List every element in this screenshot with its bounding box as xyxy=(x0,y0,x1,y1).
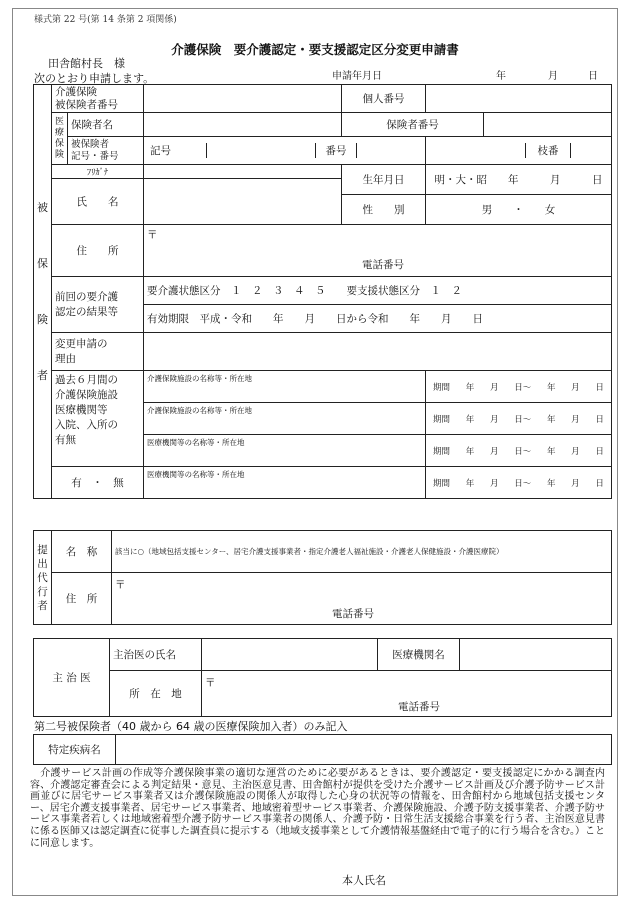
birthdate-field[interactable]: 明・大・昭 年 月 日 xyxy=(426,165,612,195)
branch-row[interactable]: 枝番 xyxy=(426,137,612,165)
facility-period-1[interactable]: 期間 年 月 日～ 年 月 日 xyxy=(426,371,612,403)
agent-address-field[interactable]: 〒 電話番号 xyxy=(112,573,612,625)
signature-label: 本人氏名 xyxy=(342,874,386,887)
page-title: 介護保険 要介護認定・要支援認定区分変更申請書 xyxy=(171,42,459,57)
application-date-label: 申請年月日 xyxy=(332,71,382,82)
date-unit-day: 日 xyxy=(588,71,598,82)
date-unit-year: 年 xyxy=(496,71,506,82)
date-unit-month: 月 xyxy=(548,71,558,82)
change-reason-field[interactable] xyxy=(144,333,612,371)
name-field[interactable] xyxy=(144,179,342,225)
name-label: 氏 名 xyxy=(52,179,144,225)
secondary-note: 第二号被保険者（40 歳から 64 歳の医療保険加入者）のみ記入 xyxy=(34,720,348,733)
agent-name-field[interactable]: 該当に○（地域包括支援センター、居宅介護支援事業者・指定介護老人福祉施設・介護老人保健施設・介護医療院） xyxy=(112,531,612,573)
symbol-number-row[interactable]: 記号 番号 xyxy=(144,137,426,165)
insurer-name-field[interactable] xyxy=(144,113,342,137)
insurer-number-label: 保険者番号 xyxy=(342,113,484,137)
validity-field[interactable]: 有効期限 平成・令和 年 月 日から令和 年 月 日 xyxy=(144,305,612,333)
agent-side-label: 提 出 代 行 者 xyxy=(34,531,52,625)
insurer-name-label: 保険者名 xyxy=(68,113,144,137)
furigana-field[interactable] xyxy=(144,165,342,179)
disease-field[interactable] xyxy=(116,735,612,765)
change-reason-label: 変更申請の 理由 xyxy=(52,333,144,371)
furigana-label: ﾌﾘｶﾞﾅ xyxy=(52,165,144,179)
institution-field[interactable] xyxy=(460,639,612,671)
birthdate-label: 生年月日 xyxy=(342,165,426,195)
doctor-name-label: 主治医の氏名 xyxy=(110,639,202,671)
addressee: 田舎館村長 様 xyxy=(48,57,125,70)
disease-label: 特定疾病名 xyxy=(34,735,116,765)
address-label: 住 所 xyxy=(52,225,144,277)
gender-label: 性 別 xyxy=(342,195,426,225)
agent-address-label: 住 所 xyxy=(52,573,112,625)
doctor-location-label: 所 在 地 xyxy=(110,671,202,717)
intro-text: 次のとおり申請します。 xyxy=(34,72,155,85)
form-number: 様式第 22 号(第 14 条第 2 項関係) xyxy=(34,15,177,25)
gender-field[interactable]: 男 ・ 女 xyxy=(426,195,612,225)
presence-label[interactable]: 有 ・ 無 xyxy=(52,467,144,499)
facility-label: 過去６月間の 介護保険施設 医療機関等 入院、入所の 有無 xyxy=(52,371,144,467)
insured-number-boxes[interactable] xyxy=(144,85,342,113)
agent-name-label: 名 称 xyxy=(52,531,112,573)
consent-text: 介護サービス計画の作成等介護保険事業の適切な運営のために必要があるときは、要介護認定・要支援認定にかかる調査内容、介護認定審査会による判定結果・意見、主治医意見書、田舎館村が提供を受けた介護サービス計画及び介護予防サービス計画並びに居宅サービス事業者又は介護保険施設の関係人が取得した心身の状況等の情報を、田舎館村から地域包括支援センター、居宅介護支援事業者、居宅サービス事業者、地域密着型サービス事業者、介護保険施設、介護予防支援事業者、介護予防サービス事業者若しくは地域密着型介護予防サービス事業者の関係人、介護予防・日常生活支援総合事業を行う者、主治医意見書に係る医師又は認定調査に従事した調査員に提示する（地域支援事業として介護情報基盤経由で電子的に行う場合を含む。）ことに同意します。 xyxy=(30,768,605,849)
facility-name-4[interactable]: 医療機関等の名称等・所在地 xyxy=(144,467,426,499)
facility-name-2[interactable]: 介護保険施設の名称等・所在地 xyxy=(144,403,426,435)
doctor-location-field[interactable]: 〒 電話番号 xyxy=(202,671,612,717)
personal-number-label: 個人番号 xyxy=(342,85,426,113)
doctor-label: 主 治 医 xyxy=(34,639,110,717)
insurer-number-field[interactable] xyxy=(484,113,612,137)
institution-label: 医療機関名 xyxy=(378,639,460,671)
medical-insurance-label: 医 療 保 険 xyxy=(52,113,68,165)
doctor-table xyxy=(33,638,612,717)
facility-period-2[interactable]: 期間 年 月 日～ 年 月 日 xyxy=(426,403,612,435)
facility-period-3[interactable]: 期間 年 月 日～ 年 月 日 xyxy=(426,435,612,467)
care-level-field[interactable]: 要介護状態区分 １ ２ ３ ４ ５ 要支援状態区分 １ ２ xyxy=(144,277,612,305)
facility-period-4[interactable]: 期間 年 月 日～ 年 月 日 xyxy=(426,467,612,499)
address-field[interactable]: 〒 電話番号 xyxy=(144,225,612,277)
facility-name-1[interactable]: 介護保険施設の名称等・所在地 xyxy=(144,371,426,403)
previous-result-label: 前回の要介護 認定の結果等 xyxy=(52,277,144,333)
agent-table xyxy=(33,530,612,625)
insured-symbol-label: 被保険者 記号・番号 xyxy=(68,137,144,165)
disease-table xyxy=(33,734,612,765)
doctor-name-field[interactable] xyxy=(202,639,378,671)
personal-number-boxes[interactable] xyxy=(426,85,612,113)
insured-side-label: 被 保 険 者 xyxy=(34,85,52,499)
insured-number-label: 介護保険 被保険者番号 xyxy=(52,85,144,113)
facility-name-3[interactable]: 医療機関等の名称等・所在地 xyxy=(144,435,426,467)
insured-table xyxy=(33,84,612,499)
